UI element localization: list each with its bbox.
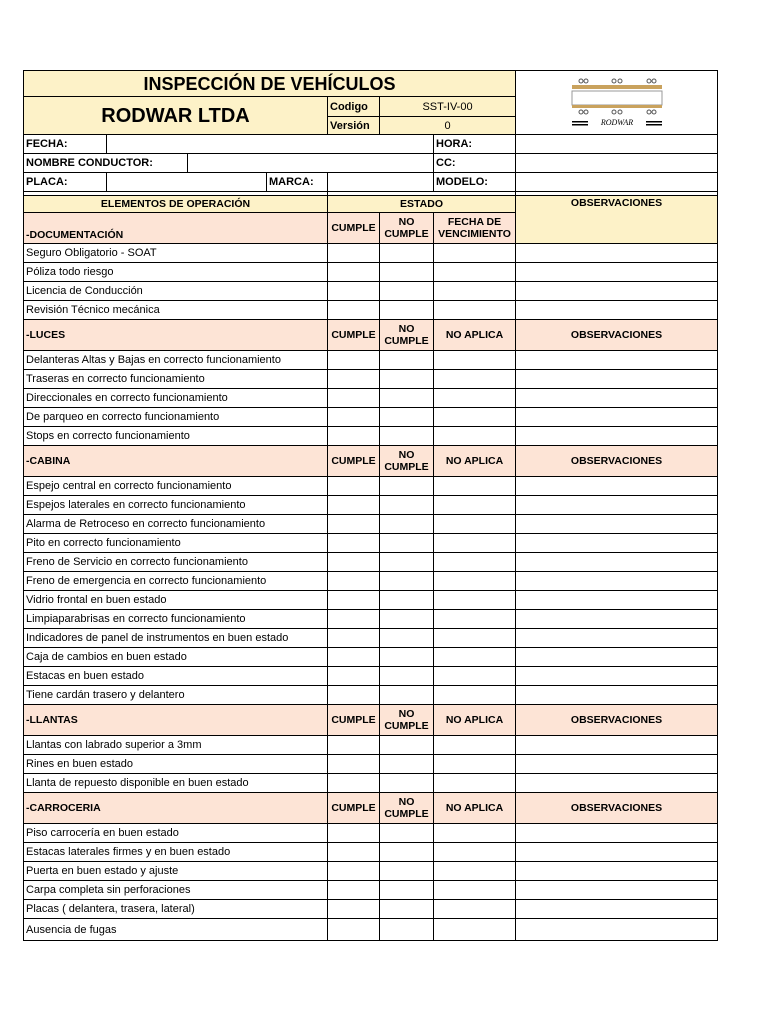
observaciones-cell[interactable] (516, 843, 718, 862)
no-cumple-cell[interactable] (380, 774, 434, 793)
cumple-cell[interactable] (328, 900, 380, 919)
no-cumple-cell[interactable] (380, 881, 434, 900)
cumple-cell[interactable] (328, 667, 380, 686)
table-row (24, 389, 718, 408)
cumple-cell[interactable] (328, 629, 380, 648)
cumple-header: CUMPLE (328, 320, 380, 351)
observaciones-cell[interactable] (516, 408, 718, 427)
hora-label: HORA: (434, 135, 516, 154)
third-cell[interactable] (434, 881, 516, 900)
fecha-vencimiento-header: FECHA DE VENCIMIENTO (434, 213, 516, 244)
observaciones-cell[interactable] (516, 515, 718, 534)
no-cumple-cell[interactable] (380, 919, 434, 941)
third-cell[interactable] (434, 282, 516, 301)
cumple-cell[interactable] (328, 610, 380, 629)
section-title: -CARROCERIA (24, 793, 328, 824)
no-cumple-header: NO CUMPLE (380, 213, 434, 244)
observaciones-cell[interactable] (516, 774, 718, 793)
cumple-cell[interactable] (328, 648, 380, 667)
marca-field[interactable] (328, 173, 434, 192)
cumple-cell[interactable] (328, 534, 380, 553)
cumple-cell[interactable] (328, 755, 380, 774)
table-row (24, 610, 718, 629)
observaciones-cell[interactable] (516, 629, 718, 648)
no-cumple-cell[interactable] (380, 686, 434, 705)
third-cell[interactable] (434, 629, 516, 648)
item-label: Stops en correcto funcionamiento (24, 427, 328, 446)
no-cumple-cell[interactable] (380, 629, 434, 648)
table-row (24, 370, 718, 389)
no-cumple-cell[interactable] (380, 244, 434, 263)
item-label: De parqueo en correcto funcionamiento (24, 408, 328, 427)
observaciones-cell[interactable] (516, 534, 718, 553)
third-cell[interactable] (434, 648, 516, 667)
cumple-cell[interactable] (328, 370, 380, 389)
observaciones-cell[interactable] (516, 686, 718, 705)
truck-logo-icon (567, 71, 667, 131)
no-cumple-cell[interactable] (380, 263, 434, 282)
no-cumple-cell[interactable] (380, 351, 434, 370)
cumple-cell[interactable] (328, 686, 380, 705)
table-row (24, 648, 718, 667)
no-cumple-header: NO CUMPLE (380, 446, 434, 477)
observaciones-cell[interactable] (516, 477, 718, 496)
cumple-cell[interactable] (328, 843, 380, 862)
cumple-cell[interactable] (328, 881, 380, 900)
item-label: Puerta en buen estado y ajuste (24, 862, 328, 881)
third-cell[interactable] (434, 591, 516, 610)
observaciones-cell[interactable] (516, 572, 718, 591)
item-label: Rines en buen estado (24, 755, 328, 774)
no-cumple-cell[interactable] (380, 900, 434, 919)
item-label: Tiene cardán trasero y delantero (24, 686, 328, 705)
item-label: Licencia de Conducción (24, 282, 328, 301)
section-header-row (24, 705, 718, 736)
observaciones-cell[interactable] (516, 610, 718, 629)
no-aplica-header: NO APLICA (434, 320, 516, 351)
observaciones-cell[interactable] (516, 427, 718, 446)
section-header-row (24, 320, 718, 351)
third-cell[interactable] (434, 919, 516, 941)
no-cumple-cell[interactable] (380, 572, 434, 591)
no-cumple-cell[interactable] (380, 301, 434, 320)
third-cell[interactable] (434, 389, 516, 408)
observaciones-header: OBSERVACIONES (516, 196, 718, 244)
no-cumple-cell[interactable] (380, 408, 434, 427)
no-cumple-cell[interactable] (380, 755, 434, 774)
cumple-cell[interactable] (328, 919, 380, 941)
observaciones-cell[interactable] (516, 351, 718, 370)
no-cumple-cell[interactable] (380, 496, 434, 515)
no-cumple-cell[interactable] (380, 389, 434, 408)
third-cell[interactable] (434, 736, 516, 755)
section-header-row (24, 446, 718, 477)
fecha-label: FECHA: (24, 135, 107, 154)
observaciones-cell[interactable] (516, 862, 718, 881)
no-cumple-cell[interactable] (380, 610, 434, 629)
observaciones-header: OBSERVACIONES (516, 793, 718, 824)
table-row (24, 477, 718, 496)
item-label: Póliza todo riesgo (24, 263, 328, 282)
third-cell[interactable] (434, 553, 516, 572)
cumple-cell[interactable] (328, 496, 380, 515)
cumple-cell[interactable] (328, 244, 380, 263)
version-value: 0 (380, 117, 516, 135)
company-logo (516, 71, 718, 135)
third-cell[interactable] (434, 774, 516, 793)
conductor-label: NOMBRE CONDUCTOR: (24, 154, 188, 173)
third-cell[interactable] (434, 408, 516, 427)
third-cell[interactable] (434, 370, 516, 389)
no-aplica-header: NO APLICA (434, 705, 516, 736)
third-cell[interactable] (434, 686, 516, 705)
observaciones-cell[interactable] (516, 301, 718, 320)
observaciones-cell[interactable] (516, 648, 718, 667)
observaciones-cell[interactable] (516, 263, 718, 282)
third-cell[interactable] (434, 534, 516, 553)
cumple-header: CUMPLE (328, 446, 380, 477)
conductor-field[interactable] (188, 154, 434, 173)
item-label: Estacas en buen estado (24, 667, 328, 686)
item-label: Freno de emergencia en correcto funcionamiento (24, 572, 328, 591)
table-row (24, 263, 718, 282)
item-label: Traseras en correcto funcionamiento (24, 370, 328, 389)
table-row (24, 667, 718, 686)
table-row (24, 900, 718, 919)
cc-label: CC: (434, 154, 516, 173)
table-row (24, 244, 718, 263)
form-table (23, 70, 718, 941)
cumple-cell[interactable] (328, 263, 380, 282)
item-label: Estacas laterales firmes y en buen estado (24, 843, 328, 862)
no-cumple-cell[interactable] (380, 736, 434, 755)
table-row (24, 515, 718, 534)
cumple-cell[interactable] (328, 824, 380, 843)
observaciones-cell[interactable] (516, 919, 718, 941)
observaciones-cell[interactable] (516, 496, 718, 515)
observaciones-cell[interactable] (516, 755, 718, 774)
item-label: Direccionales en correcto funcionamiento (24, 389, 328, 408)
observaciones-header: OBSERVACIONES (516, 320, 718, 351)
company-name: RODWAR LTDA (24, 97, 328, 135)
third-cell[interactable] (434, 351, 516, 370)
cumple-header: CUMPLE (328, 213, 380, 244)
observaciones-cell[interactable] (516, 900, 718, 919)
third-cell[interactable] (434, 755, 516, 774)
item-label: Ausencia de fugas (24, 919, 328, 941)
table-row (24, 862, 718, 881)
item-label: Placas ( delantera, trasera, lateral) (24, 900, 328, 919)
cumple-cell[interactable] (328, 282, 380, 301)
estado-header: ESTADO (328, 196, 516, 213)
svg-text:RODWAR: RODWAR (600, 118, 633, 127)
observaciones-cell[interactable] (516, 370, 718, 389)
no-cumple-cell[interactable] (380, 370, 434, 389)
table-row (24, 496, 718, 515)
no-cumple-cell[interactable] (380, 824, 434, 843)
table-row (24, 301, 718, 320)
table-row (24, 427, 718, 446)
item-label: Vidrio frontal en buen estado (24, 591, 328, 610)
table-row (24, 881, 718, 900)
table-row (24, 553, 718, 572)
section-title: -DOCUMENTACIÓN (24, 213, 328, 244)
cumple-header: CUMPLE (328, 793, 380, 824)
inspection-form (23, 70, 717, 941)
modelo-label: MODELO: (434, 173, 516, 192)
table-row (24, 919, 718, 941)
cumple-cell[interactable] (328, 862, 380, 881)
cumple-cell[interactable] (328, 301, 380, 320)
observaciones-cell[interactable] (516, 389, 718, 408)
no-cumple-cell[interactable] (380, 843, 434, 862)
cc-field[interactable] (516, 154, 718, 173)
observaciones-cell[interactable] (516, 244, 718, 263)
third-cell[interactable] (434, 427, 516, 446)
third-cell[interactable] (434, 244, 516, 263)
item-label: Delanteras Altas y Bajas en correcto funcionamiento (24, 351, 328, 370)
marca-label: MARCA: (267, 173, 328, 192)
no-cumple-header: NO CUMPLE (380, 793, 434, 824)
form-title: INSPECCIÓN DE VEHÍCULOS (24, 71, 516, 97)
item-label: Freno de Servicio en correcto funcionamiento (24, 553, 328, 572)
cumple-cell[interactable] (328, 408, 380, 427)
cumple-cell[interactable] (328, 553, 380, 572)
item-label: Espejo central en correcto funcionamiento (24, 477, 328, 496)
table-row (24, 774, 718, 793)
cumple-cell[interactable] (328, 572, 380, 591)
observaciones-header: OBSERVACIONES (516, 705, 718, 736)
no-cumple-header: NO CUMPLE (380, 320, 434, 351)
cumple-cell[interactable] (328, 477, 380, 496)
no-cumple-cell[interactable] (380, 553, 434, 572)
codigo-label: Codigo (328, 97, 380, 117)
item-label: Pito en correcto funcionamiento (24, 534, 328, 553)
item-label: Espejos laterales en correcto funcionamiento (24, 496, 328, 515)
no-cumple-cell[interactable] (380, 515, 434, 534)
no-cumple-cell[interactable] (380, 282, 434, 301)
item-label: Revisión Técnico mecánica (24, 301, 328, 320)
cumple-cell[interactable] (328, 351, 380, 370)
item-label: Llantas con labrado superior a 3mm (24, 736, 328, 755)
third-cell[interactable] (434, 515, 516, 534)
no-cumple-cell[interactable] (380, 862, 434, 881)
observaciones-cell[interactable] (516, 282, 718, 301)
table-row (24, 824, 718, 843)
table-row (24, 351, 718, 370)
third-cell[interactable] (434, 610, 516, 629)
placa-label: PLACA: (24, 173, 107, 192)
no-cumple-cell[interactable] (380, 591, 434, 610)
table-row (24, 572, 718, 591)
no-cumple-cell[interactable] (380, 534, 434, 553)
observaciones-cell[interactable] (516, 881, 718, 900)
section-title: -LUCES (24, 320, 328, 351)
observaciones-cell[interactable] (516, 736, 718, 755)
version-label: Versión (328, 117, 380, 135)
section-title: -CABINA (24, 446, 328, 477)
table-row (24, 736, 718, 755)
third-cell[interactable] (434, 843, 516, 862)
observaciones-cell[interactable] (516, 553, 718, 572)
section-title: -LLANTAS (24, 705, 328, 736)
item-label: Alarma de Retroceso en correcto funcionamiento (24, 515, 328, 534)
item-label: Carpa completa sin perforaciones (24, 881, 328, 900)
third-cell[interactable] (434, 496, 516, 515)
third-cell[interactable] (434, 667, 516, 686)
observaciones-cell[interactable] (516, 667, 718, 686)
observaciones-cell[interactable] (516, 824, 718, 843)
no-cumple-cell[interactable] (380, 477, 434, 496)
observaciones-cell[interactable] (516, 591, 718, 610)
table-row (24, 408, 718, 427)
table-row (24, 843, 718, 862)
cumple-cell[interactable] (328, 774, 380, 793)
third-cell[interactable] (434, 862, 516, 881)
third-cell[interactable] (434, 572, 516, 591)
third-cell[interactable] (434, 824, 516, 843)
cumple-header: CUMPLE (328, 705, 380, 736)
table-row (24, 686, 718, 705)
no-aplica-header: NO APLICA (434, 446, 516, 477)
table-row (24, 282, 718, 301)
item-label: Caja de cambios en buen estado (24, 648, 328, 667)
hora-field[interactable] (516, 135, 718, 154)
third-cell[interactable] (434, 301, 516, 320)
no-cumple-cell[interactable] (380, 427, 434, 446)
section-header-row (24, 793, 718, 824)
no-cumple-cell[interactable] (380, 667, 434, 686)
modelo-field[interactable] (516, 173, 718, 192)
cumple-cell[interactable] (328, 736, 380, 755)
third-cell[interactable] (434, 477, 516, 496)
elementos-header: ELEMENTOS DE OPERACIÓN (24, 196, 328, 213)
placa-field[interactable] (107, 173, 267, 192)
cumple-cell[interactable] (328, 389, 380, 408)
no-cumple-header: NO CUMPLE (380, 705, 434, 736)
item-label: Llanta de repuesto disponible en buen estado (24, 774, 328, 793)
third-cell[interactable] (434, 900, 516, 919)
item-label: Limpiaparabrisas en correcto funcionamiento (24, 610, 328, 629)
codigo-value: SST-IV-00 (380, 97, 516, 117)
item-label: Indicadores de panel de instrumentos en buen estado (24, 629, 328, 648)
item-label: Seguro Obligatorio - SOAT (24, 244, 328, 263)
table-row (24, 591, 718, 610)
table-row (24, 755, 718, 774)
cumple-cell[interactable] (328, 427, 380, 446)
no-aplica-header: NO APLICA (434, 793, 516, 824)
table-row (24, 629, 718, 648)
no-cumple-cell[interactable] (380, 648, 434, 667)
table-row (24, 534, 718, 553)
fecha-field[interactable] (107, 135, 434, 154)
item-label: Piso carrocería en buen estado (24, 824, 328, 843)
cumple-cell[interactable] (328, 591, 380, 610)
third-cell[interactable] (434, 263, 516, 282)
cumple-cell[interactable] (328, 515, 380, 534)
observaciones-header: OBSERVACIONES (516, 446, 718, 477)
